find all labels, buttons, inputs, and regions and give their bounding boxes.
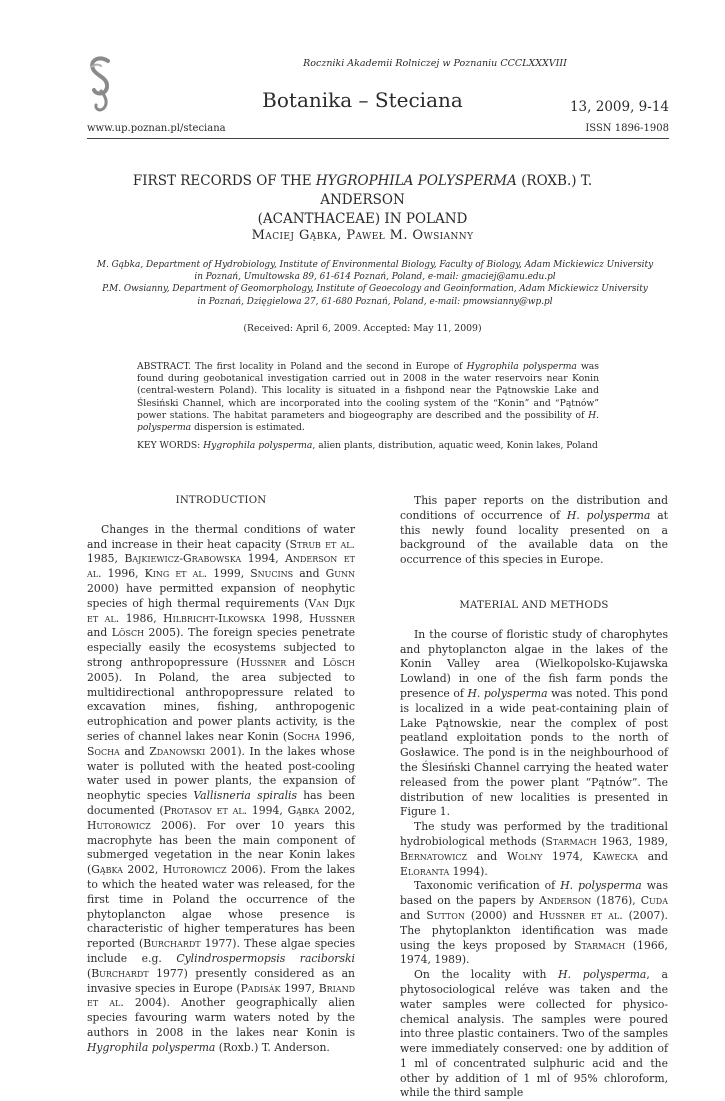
affiliations (95, 259, 655, 308)
citation-author: Socha (287, 729, 320, 743)
citation-author: Protasov et al. (163, 803, 248, 817)
citation-author: Bajkiewicz-Grabowska (124, 552, 242, 566)
text: 1963, 1989, (596, 834, 668, 848)
species-name: Hygrophila polysperma (87, 1040, 216, 1054)
citation-author: Sutton (426, 908, 465, 922)
species-name: H. polysperma (566, 508, 651, 522)
text: 1977). These algae species include e.g. (87, 937, 355, 965)
header-rule (87, 138, 669, 139)
article-title (100, 172, 625, 229)
text: 1996, (319, 729, 356, 743)
citation-author: Snucins (250, 567, 294, 581)
text: Taxonomic verification of (414, 879, 561, 893)
abstract (137, 361, 599, 434)
abstract-text: was found during geobotanical investigation carried out in 2008 in the water reservoirs near Konin (central-western Poland). This locality is situated in a fishpond near the Pątnowskie Lake and Ślesiński Channel, which are incorporated into the cooling system of the “Konin” and “Pątnów” power stations. The habitat parameters and biogeography are described and the possibility of (137, 361, 599, 421)
text: 2005). In Poland, the area subjected to multidirectional anthropopressure related to excavation mines, fishing, anthropogenic eutrophication and power plants activity, is the series of channel lakes near Konin ( (87, 670, 355, 743)
text: (1876), (591, 894, 641, 908)
intro-paragraph (87, 523, 355, 1056)
keywords-label: KEY WORDS: (137, 440, 204, 451)
text: This paper reports on the distribution and conditions of occurrence of (400, 494, 668, 522)
column-right (400, 494, 668, 1101)
text: has been documented ( (87, 789, 355, 817)
text: 2001). In the lakes whose water is polluted with the heated post-cooling water used in power plants, the expansion of neophytic species (87, 744, 355, 803)
text: The study was performed by the traditional hydrobiological methods ( (400, 820, 668, 848)
paragraph (400, 879, 668, 968)
text: 1999, (207, 567, 251, 581)
text: 2005). The foreign species penetrate especially easily the ecosystems subjected to strong anthropopressure ( (87, 626, 355, 669)
text: (Roxb.) T. Anderson. (215, 1040, 330, 1054)
spacer (400, 568, 668, 599)
volume-pages: 13, 2009, 9-14 (569, 99, 669, 115)
text: 1994, (241, 552, 286, 566)
citation-author: Padisák (240, 981, 281, 995)
text: (1966, 1974, 1989). (400, 938, 668, 967)
text: 2004). Another geographically alien species favouring warm waters noted by the authors in 2008 in the lakes near Konin is (87, 996, 356, 1039)
paragraph (400, 820, 668, 879)
text: 2002, (319, 803, 356, 817)
title-part: FIRST RECORDS OF THE (132, 173, 312, 189)
citation-author: Strub et al. (289, 537, 355, 551)
journal-series: Roczniki Akademii Rolniczej w Poznaniu CCCLXXXVIII (303, 58, 567, 69)
affiliation: M. Gąbka, Department of Hydrobiology, Institute of Environmental Biology, Faculty of Biology, Adam Mickiewicz University (96, 260, 654, 270)
species-name: Hygrophila polysperma (203, 440, 313, 451)
text: 1998, (265, 611, 310, 625)
text: and (467, 849, 508, 863)
text: 2002, (122, 863, 163, 877)
species-name: Hygrophila polysperma (466, 361, 577, 372)
species-name: Cylindrospermopsis raciborski (176, 951, 355, 965)
received-dates: (Received: April 6, 2009. Accepted: May 11, 2009) (243, 323, 482, 334)
citation-author: Anderson (539, 894, 592, 908)
text: 1977) presently considered as an invasive species in Europe ( (87, 966, 355, 995)
text: Changes in the thermal conditions of water and increase in their heat capacity ( (87, 522, 355, 551)
citation-author: Anderson et al. (87, 552, 355, 581)
citation-author: Starmach (545, 834, 597, 848)
citation-author: Burchardt (91, 966, 149, 980)
text: 1994). (449, 864, 488, 878)
citation-author: Kawecka (592, 849, 638, 863)
species-name: H. polysperma (560, 879, 642, 893)
title-part: (ROXB.) T. ANDERSON (320, 173, 593, 208)
text: at this newly found locality presented on a background of the available data on the occurrence of this species in Europe. (400, 508, 668, 567)
text: On the locality with (414, 968, 559, 982)
species-name: Vallisneria spiralis (193, 789, 298, 803)
species-name: H. polysperma (137, 409, 599, 434)
citation-author: Burchardt (143, 937, 201, 951)
citation-author: Gąbka (91, 863, 123, 877)
text: 2006). From the lakes to which the heated water was released, for the first time in Poland the occurrence of the phytoplancton algae whose presence is characteristic of higher temperatures has been reported ( (87, 863, 355, 951)
citation-author: King et al. (144, 567, 208, 581)
citation-author: Van Dijk et al. (87, 596, 356, 625)
paragraph (400, 968, 668, 1101)
citation-author: Lösch (322, 655, 355, 669)
affiliation: P.M. Owsianny, Department of Geomorphology, Institute of Geoecology and Geoinformation, Adam Mickiewicz University (102, 284, 648, 295)
citation-author: Bernatowicz (400, 849, 468, 863)
text: In the course of floristic study of charophytes and phytoplancton algae in the lakes of the Konin Valley area (Wielkopolsko-Kujawska Lowland) in one of the fish farm ponds the presence of (400, 627, 668, 700)
text: (2007). The phytoplankton identification was made using the keys proposed by (400, 908, 668, 952)
text: and (286, 655, 323, 669)
journal-title: Botanika – Steciana (262, 88, 463, 112)
paragraph (400, 494, 668, 568)
citation-author: Lösch (111, 626, 145, 640)
citation-author: Gunn (325, 567, 355, 581)
text: 1996, (101, 567, 145, 581)
text: was noted. This pond is localized in a wide peat-containing plain of Lake Pątnowskie, near the complex of post peatland exploitation ponds to the north of Gosławice. The pond is in the neighbourhood of the Ślesiński Channel carrying the heated water released from the power plant “Pątnów”. The distribution of new localities is presented in Figure 1. (400, 686, 668, 819)
text: 1986, (119, 611, 164, 625)
text: and (119, 744, 150, 758)
text: and (293, 567, 326, 581)
citation-author: Briand et al. (87, 981, 356, 1010)
citation-author: Eloranta (400, 864, 450, 878)
citation-author: Hussner (309, 611, 356, 625)
section-heading-introduction: INTRODUCTION (175, 495, 267, 506)
text: 2006). For over 10 years this macrophyte has been the main component of submerged vegetation in the near Konin lakes ( (87, 818, 355, 877)
keywords (137, 440, 599, 452)
text: 2000) have permitted expansion of neophytic species of high thermal requirements ( (87, 581, 355, 610)
column-left (87, 494, 355, 1055)
paragraph (400, 628, 668, 820)
citation-author: Gąbka (287, 803, 320, 817)
title-species: HYGROPHILA POLYSPERMA (315, 173, 517, 189)
text: and (637, 849, 669, 863)
text: 1997, (280, 981, 319, 995)
text: 1994, (247, 803, 288, 817)
species-name: H. polysperma (467, 686, 548, 700)
issn: ISSN 1896-1908 (585, 123, 669, 134)
text: was based on the papers by (400, 879, 668, 908)
citation-author: Hutorowicz (162, 863, 227, 877)
citation-author: Wolny (507, 849, 543, 863)
citation-author: Hutorowicz (87, 818, 151, 832)
species-name: H. polysperma (558, 968, 647, 982)
affiliation: in Poznań, Umultowska 89, 61-614 Poznań, Poland, e-mail: gmaciej@amu.edu.pl (194, 272, 556, 283)
text: and (400, 908, 427, 922)
text: 1974, (542, 849, 593, 863)
text: 1985, (87, 552, 125, 566)
citation-author: Zdanowski (149, 744, 206, 758)
citation-author: Socha (87, 744, 120, 758)
section-heading-methods: MATERIAL AND METHODS (459, 599, 609, 611)
journal-url[interactable]: www.up.poznan.pl/steciana (87, 123, 226, 134)
keywords-text: , alien plants, distribution, aquatic weed, Konin lakes, Poland (312, 440, 598, 451)
citation-author: Starmach (574, 938, 626, 952)
abstract-text: ABSTRACT. The first locality in Poland and the second in Europe of (137, 361, 467, 372)
citation-author: Hilbricht-Ilkowska (163, 611, 266, 625)
text: (2000) and (464, 908, 540, 922)
citation-author: Cuda (640, 894, 668, 908)
affiliation: in Poznań, Dzięgielowa 27, 61-680 Poznań, Poland, e-mail: pmowsianny@wp.pl (197, 296, 553, 307)
authors: Maciej Gąbka, Paweł M. Owsianny (251, 228, 474, 243)
citation-author: Hussner (240, 655, 287, 669)
citation-author: Hussner et al. (539, 908, 623, 922)
abstract-text: dispersion is estimated. (191, 422, 305, 434)
text: and (87, 626, 112, 640)
title-line-2: (ACANTHACEAE) IN POLAND (257, 211, 468, 227)
text: ( (87, 966, 92, 980)
text: , a phytosociological reléve was taken and the water samples were collected for physico-chemical analysis. The samples were poured into three plastic containers. Two of the samples were immediately conserved: one by addition of 1 ml of concentrated sulphuric acid and the other by addition of 1 ml of 95% chloroform, while the third sample (400, 968, 668, 1100)
